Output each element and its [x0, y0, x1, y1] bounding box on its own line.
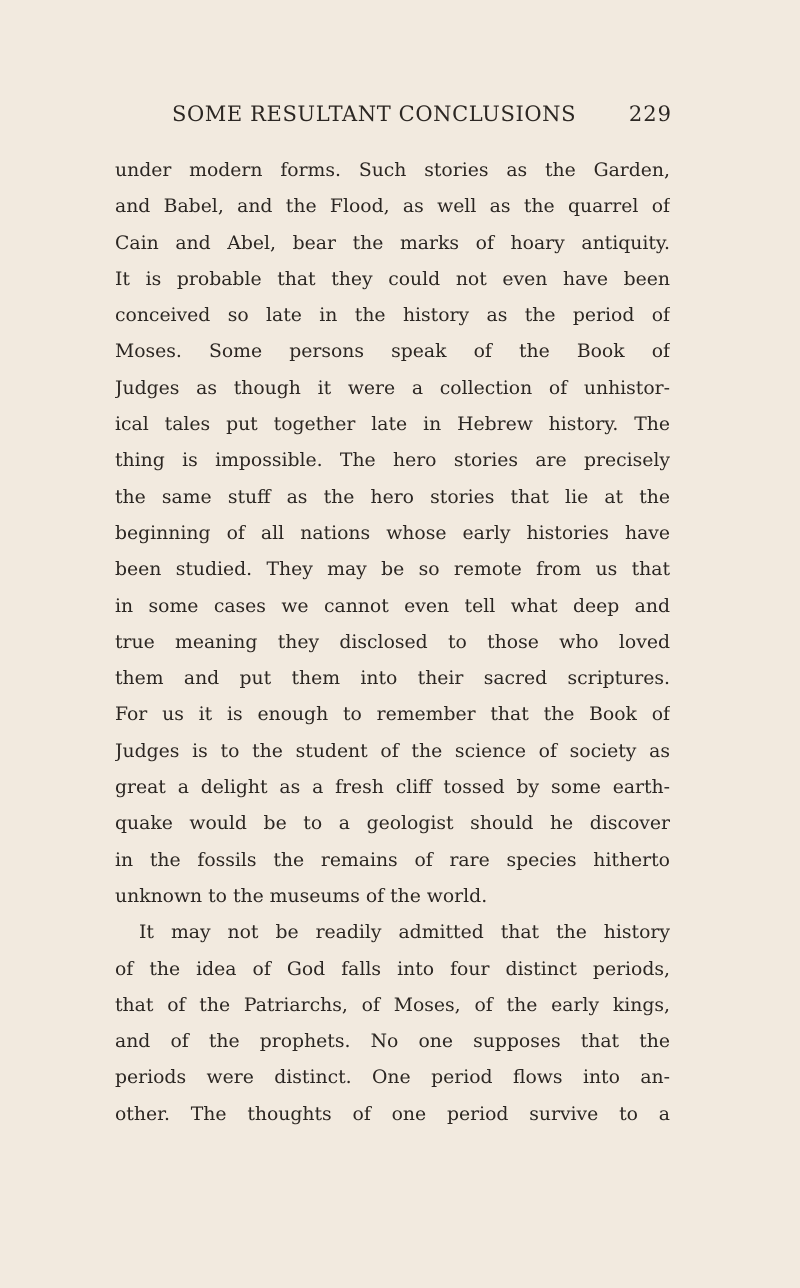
text-line: Moses. Some persons speak of the Book of: [115, 341, 670, 363]
paragraph-first-line: It may not be readily admitted that the history: [139, 922, 670, 944]
text-line: beginning of all nations whose early histories have: [115, 522, 670, 544]
body-text: [115, 153, 670, 1133]
text-line: conceived so late in the history as the period of: [115, 305, 670, 327]
text-line: ical tales put together late in Hebrew history. The: [115, 414, 670, 436]
text-line: in the fossils the remains of rare species hitherto: [115, 849, 670, 871]
text-line: and of the prophets. No one supposes that the: [115, 1031, 670, 1053]
text-line: of the idea of God falls into four distinct periods,: [115, 958, 670, 980]
text-line: Judges as though it were a collection of unhistor-: [115, 377, 670, 399]
text-line: other. The thoughts of one period survive to a: [115, 1103, 670, 1125]
text-line: periods were distinct. One period flows into an-: [115, 1067, 670, 1089]
text-line: Cain and Abel, bear the marks of hoary antiquity.: [115, 232, 670, 254]
text-line: them and put them into their sacred scriptures.: [115, 668, 670, 690]
text-line: unknown to the museums of the world.: [115, 885, 488, 907]
text-line: and Babel, and the Flood, as well as the quarrel of: [115, 196, 670, 218]
text-line: It is probable that they could not even have been: [115, 268, 670, 290]
text-line: great a delight as a fresh cliff tossed by some earth-: [115, 777, 670, 799]
text-line: quake would be to a geologist should he discover: [115, 813, 670, 835]
running-head-title: SOME RESULTANT CONCLUSIONS: [172, 102, 577, 126]
text-line: the same stuff as the hero stories that lie at the: [115, 486, 670, 508]
text-line: Judges is to the student of the science of society as: [115, 740, 670, 762]
text-line: under modern forms. Such stories as the Garden,: [115, 160, 670, 181]
text-line: in some cases we cannot even tell what deep and: [115, 595, 670, 617]
text-line: been studied. They may be so remote from us that: [115, 559, 670, 581]
page-number: 229: [628, 102, 672, 126]
running-head: [172, 102, 672, 132]
text-line: that of the Patriarchs, of Moses, of the early kings,: [115, 994, 670, 1016]
text-line: For us it is enough to remember that the Book of: [115, 704, 670, 726]
text-line: true meaning they disclosed to those who loved: [115, 631, 670, 653]
text-line: thing is impossible. The hero stories are precisely: [115, 450, 670, 472]
